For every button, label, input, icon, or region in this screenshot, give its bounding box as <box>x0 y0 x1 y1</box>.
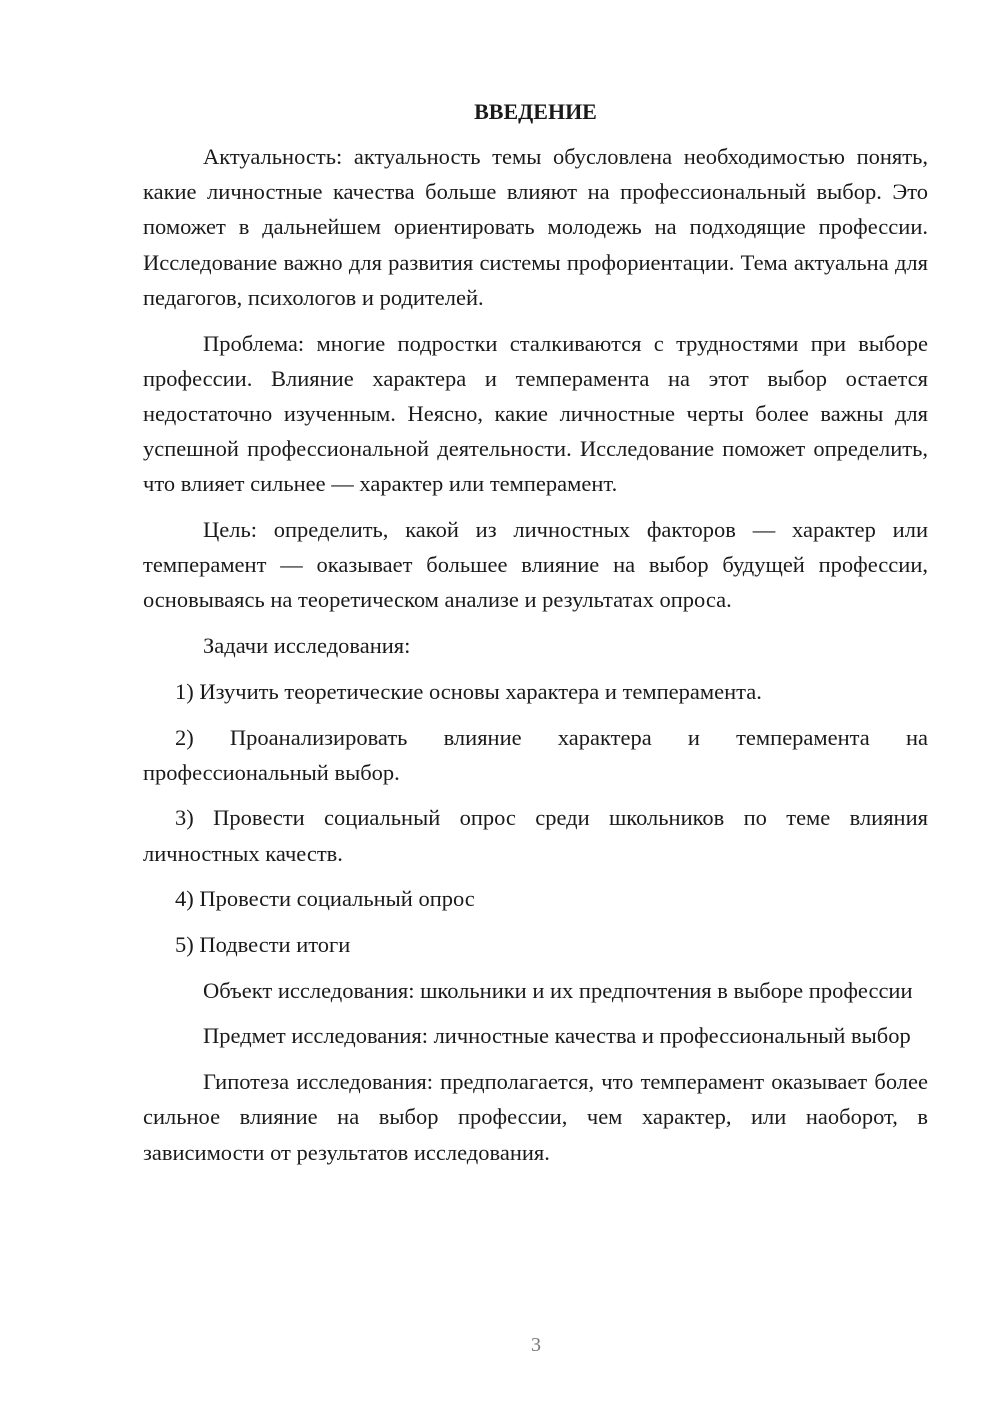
task-item-3: 3) Провести социальный опрос среди школьников по теме влияния личностных качеств. <box>143 805 928 866</box>
task-item-4: 4) Провести социальный опрос <box>175 886 475 912</box>
task-item-1: 1) Изучить теоретические основы характера и темперамента. <box>175 678 762 704</box>
task-item-2: 2) Проанализировать влияние характера и темперамента на профессиональный выбор. <box>143 724 928 785</box>
section-heading: ВВЕДЕНИЕ <box>474 99 597 124</box>
paragraph-object: Объект исследования: школьники и их предпочтения в выборе профессии <box>203 977 913 1003</box>
paragraph-hypothesis: Гипотеза исследования: предполагается, что темперамент оказывает более сильное влияние на выбор профессии, чем характер, или наоборот, в зависимости от результатов исследования. <box>143 1069 928 1165</box>
page-number: 3 <box>531 1334 541 1356</box>
paragraph-tasks-heading: Задачи исследования: <box>203 633 411 659</box>
page-content <box>143 94 928 1180</box>
paragraph-goal: Цель: определить, какой из личностных факторов — характер или темперамент — оказывает большее влияние на выбор будущей профессии, основываясь на теоретическом анализе и результатах опроса. <box>143 517 928 613</box>
paragraph-problem: Проблема: многие подростки сталкиваются с трудностями при выборе профессии. Влияние характера и темперамента на этот выбор остается недостаточно изученным. Неясно, какие личностные черты более важны для успешной профессиональной деятельности. Исследование поможет определить, что влияет сильнее — характер или темперамент. <box>143 330 928 497</box>
task-item-5: 5) Подвести итоги <box>175 932 351 958</box>
paragraph-subject: Предмет исследования: личностные качества и профессиональный выбор <box>203 1023 911 1049</box>
paragraph-relevance: Актуальность: актуальность темы обусловлена необходимостью понять, какие личностные качества больше влияют на профессиональный выбор. Это поможет в дальнейшем ориентировать молодежь на подходящие профессии. Исследование важно для развития системы профориентации. Тема актуальна для педагогов, психологов и родителей. <box>143 144 928 310</box>
